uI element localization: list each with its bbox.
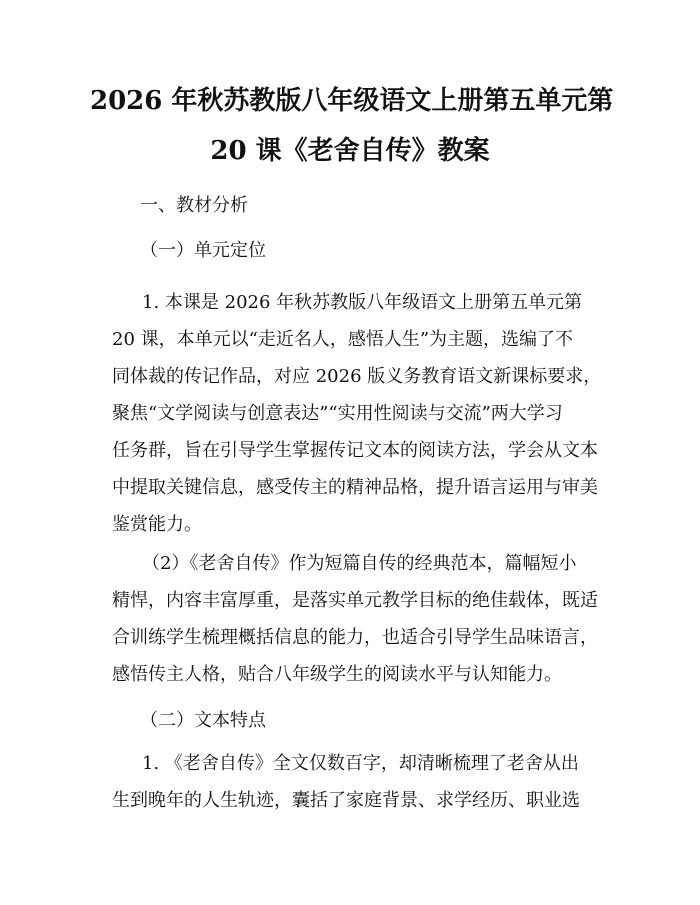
paragraph-unit-positioning-1 xyxy=(112,284,602,543)
paragraph-line: （2）《老舍自传》作为短篇自传的经典范本，篇幅短小 xyxy=(142,553,577,574)
paragraph-line: 中提取关键信息，感受传主的精神品格，提升语言运用与审美 xyxy=(112,477,598,498)
document-title-line2: 20 课《老舍自传》教案 xyxy=(210,136,490,166)
paragraph-line: 生到晚年的人生轨迹，囊括了家庭背景、求学经历、职业选 xyxy=(112,790,580,811)
paragraph-line: 精悍，内容丰富厚重，是落实单元教学目标的绝佳载体，既适 xyxy=(112,590,598,611)
paragraph-line: 1. 《老舍自传》全文仅数百字，却清晰梳理了老舍从出 xyxy=(142,753,579,774)
paragraph-unit-positioning-2 xyxy=(112,545,598,693)
document-title-line1: 2026 年秋苏教版八年级语文上册第五单元第 xyxy=(90,86,614,116)
paragraph-line: 同体裁的传记作品，对应 2026 版义务教育语文新课标要求， xyxy=(112,366,602,387)
paragraph-line: 聚焦“文学阅读与创意表达”“实用性阅读与交流”两大学习 xyxy=(112,403,563,424)
paragraph-text-features-1 xyxy=(112,745,592,819)
paragraph-line: 任务群，旨在引导学生掌握传记文本的阅读方法，学会从文本 xyxy=(112,440,598,461)
paragraph-line: 合训练学生梳理概括信息的能力，也适合引导学生品味语言， xyxy=(112,627,598,648)
subsection-heading-unit-positioning: （一）单元定位 xyxy=(140,240,266,261)
paragraph-line: 感悟传主人格，贴合八年级学生的阅读水平与认知能力。 xyxy=(112,664,562,685)
subsection-heading-text-features: （二）文本特点 xyxy=(140,710,266,731)
paragraph-line: 20 课，本单元以“走近名人，感悟人生”为主题，选编了不 xyxy=(112,329,574,350)
paragraph-line: 鉴赏能力。 xyxy=(112,514,202,535)
section-heading-textbook-analysis: 一、教材分析 xyxy=(140,195,248,216)
paragraph-line: 1. 本课是 2026 年秋苏教版八年级语文上册第五单元第 xyxy=(142,292,583,313)
